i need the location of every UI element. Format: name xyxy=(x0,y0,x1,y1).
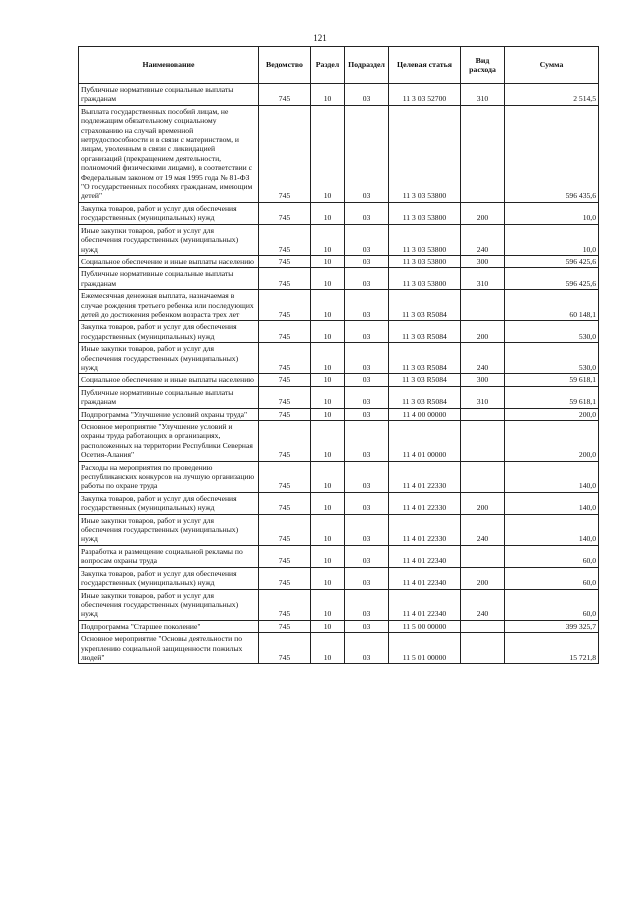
cell-sum: 530,0 xyxy=(505,321,599,343)
table-row xyxy=(79,321,599,343)
cell-cs: 11 3 03 R5084 xyxy=(389,343,461,374)
cell-cs: 11 4 01 00000 xyxy=(389,421,461,462)
cell-sum: 140,0 xyxy=(505,514,599,545)
cell-sum: 60,0 xyxy=(505,545,599,567)
cell-razdel: 10 xyxy=(311,290,345,321)
cell-sum: 10,0 xyxy=(505,224,599,255)
cell-name: Подпрограмма "Старшее поколение" xyxy=(79,620,259,632)
cell-podrazdel: 03 xyxy=(345,461,389,492)
cell-name: Социальное обеспечение и иные выплаты населению xyxy=(79,255,259,267)
cell-vr: 200 xyxy=(461,492,505,514)
cell-sum: 140,0 xyxy=(505,492,599,514)
cell-cs: 11 3 03 53800 xyxy=(389,255,461,267)
cell-podrazdel: 03 xyxy=(345,633,389,664)
cell-vr: 310 xyxy=(461,268,505,290)
cell-name: Подпрограмма "Улучшение условий охраны труда" xyxy=(79,408,259,420)
cell-podrazdel: 03 xyxy=(345,408,389,420)
cell-razdel: 10 xyxy=(311,461,345,492)
cell-podrazdel: 03 xyxy=(345,514,389,545)
table-row xyxy=(79,224,599,255)
cell-ved: 745 xyxy=(259,461,311,492)
table-row xyxy=(79,268,599,290)
cell-name: Публичные нормативные социальные выплаты гражданам xyxy=(79,386,259,408)
table-row xyxy=(79,620,599,632)
cell-sum: 200,0 xyxy=(505,408,599,420)
cell-sum: 60 148,1 xyxy=(505,290,599,321)
cell-podrazdel: 03 xyxy=(345,321,389,343)
cell-vr xyxy=(461,620,505,632)
header-ved: Ведомство xyxy=(259,47,311,84)
cell-podrazdel: 03 xyxy=(345,255,389,267)
cell-podrazdel: 03 xyxy=(345,374,389,386)
cell-ved: 745 xyxy=(259,589,311,620)
header-razdel: Раздел xyxy=(311,47,345,84)
cell-cs: 11 3 03 R5084 xyxy=(389,386,461,408)
cell-name: Выплата государственных пособий лицам, не подлежащим обязательному социальному страхованию на случай временной нетрудоспособности и в связи с материнством, и лицам, уволенным в связи с ликвидацией организаций (прекращением деятельности, полномочий физическими лицами), в соответствии с Федеральным законом от 19 мая 1995 года № 81-ФЗ "О государственных пособиях гражданам, имеющим детей" xyxy=(79,105,259,202)
cell-razdel: 10 xyxy=(311,343,345,374)
cell-razdel: 10 xyxy=(311,224,345,255)
cell-cs: 11 4 01 22330 xyxy=(389,461,461,492)
cell-razdel: 10 xyxy=(311,633,345,664)
cell-name: Основное мероприятие "Улучшение условий и охраны труда работающих в организациях, расположенных на территории Республики Северная Осетия-Алания" xyxy=(79,421,259,462)
cell-name: Основное мероприятие "Основы деятельности по укреплению социальной защищенности пожилых людей" xyxy=(79,633,259,664)
cell-cs: 11 3 03 53800 xyxy=(389,268,461,290)
cell-vr: 310 xyxy=(461,386,505,408)
cell-name: Ежемесячная денежная выплата, назначаемая в случае рождения третьего ребенка или последующих детей до достижения ребенком возраста трех лет xyxy=(79,290,259,321)
cell-podrazdel: 03 xyxy=(345,492,389,514)
cell-vr: 240 xyxy=(461,589,505,620)
cell-name: Иные закупки товаров, работ и услуг для обеспечения государственных (муниципальных) нужд xyxy=(79,224,259,255)
cell-cs: 11 5 01 00000 xyxy=(389,633,461,664)
cell-ved: 745 xyxy=(259,105,311,202)
table-row xyxy=(79,343,599,374)
cell-podrazdel: 03 xyxy=(345,545,389,567)
table-row xyxy=(79,105,599,202)
table-row xyxy=(79,290,599,321)
cell-cs: 11 3 03 53800 xyxy=(389,224,461,255)
cell-cs: 11 3 03 53800 xyxy=(389,105,461,202)
cell-razdel: 10 xyxy=(311,589,345,620)
cell-name: Закупка товаров, работ и услуг для обеспечения государственных (муниципальных) нужд xyxy=(79,321,259,343)
table-body xyxy=(79,84,599,664)
cell-sum: 530,0 xyxy=(505,343,599,374)
cell-razdel: 10 xyxy=(311,105,345,202)
cell-sum: 59 618,1 xyxy=(505,374,599,386)
cell-name: Социальное обеспечение и иные выплаты населению xyxy=(79,374,259,386)
table-row xyxy=(79,421,599,462)
cell-ved: 745 xyxy=(259,633,311,664)
cell-ved: 745 xyxy=(259,290,311,321)
cell-razdel: 10 xyxy=(311,255,345,267)
cell-ved: 745 xyxy=(259,545,311,567)
cell-vr: 200 xyxy=(461,202,505,224)
cell-ved: 745 xyxy=(259,255,311,267)
cell-name: Закупка товаров, работ и услуг для обеспечения государственных (муниципальных) нужд xyxy=(79,202,259,224)
header-name: Наименование xyxy=(79,47,259,84)
cell-name: Расходы на мероприятия по проведению республиканских конкурсов на лучшую организацию работы по охране труда xyxy=(79,461,259,492)
cell-ved: 745 xyxy=(259,84,311,106)
budget-table xyxy=(78,46,599,664)
cell-razdel: 10 xyxy=(311,84,345,106)
cell-cs: 11 3 03 R5084 xyxy=(389,374,461,386)
cell-podrazdel: 03 xyxy=(345,589,389,620)
cell-sum: 10,0 xyxy=(505,202,599,224)
cell-ved: 745 xyxy=(259,224,311,255)
cell-sum: 60,0 xyxy=(505,567,599,589)
cell-podrazdel: 03 xyxy=(345,202,389,224)
cell-razdel: 10 xyxy=(311,202,345,224)
cell-cs: 11 4 01 22340 xyxy=(389,589,461,620)
cell-podrazdel: 03 xyxy=(345,421,389,462)
cell-ved: 745 xyxy=(259,408,311,420)
cell-vr: 300 xyxy=(461,374,505,386)
cell-podrazdel: 03 xyxy=(345,290,389,321)
table-row xyxy=(79,492,599,514)
cell-sum: 2 514,5 xyxy=(505,84,599,106)
cell-name: Иные закупки товаров, работ и услуг для обеспечения государственных (муниципальных) нужд xyxy=(79,589,259,620)
cell-vr: 240 xyxy=(461,224,505,255)
cell-sum: 59 618,1 xyxy=(505,386,599,408)
cell-razdel: 10 xyxy=(311,268,345,290)
cell-ved: 745 xyxy=(259,374,311,386)
table-row xyxy=(79,633,599,664)
cell-razdel: 10 xyxy=(311,492,345,514)
cell-ved: 745 xyxy=(259,343,311,374)
table-row xyxy=(79,461,599,492)
cell-razdel: 10 xyxy=(311,374,345,386)
cell-cs: 11 3 03 R5084 xyxy=(389,290,461,321)
cell-podrazdel: 03 xyxy=(345,84,389,106)
header-podrazdel: Подраздел xyxy=(345,47,389,84)
cell-ved: 745 xyxy=(259,567,311,589)
cell-sum: 140,0 xyxy=(505,461,599,492)
table-row xyxy=(79,514,599,545)
table-row xyxy=(79,408,599,420)
cell-podrazdel: 03 xyxy=(345,567,389,589)
cell-ved: 745 xyxy=(259,202,311,224)
cell-name: Публичные нормативные социальные выплаты гражданам xyxy=(79,84,259,106)
cell-vr: 240 xyxy=(461,343,505,374)
cell-razdel: 10 xyxy=(311,321,345,343)
cell-vr xyxy=(461,105,505,202)
cell-vr xyxy=(461,421,505,462)
cell-name: Иные закупки товаров, работ и услуг для обеспечения государственных (муниципальных) нужд xyxy=(79,343,259,374)
table-header-row xyxy=(79,47,599,84)
cell-sum: 596 425,6 xyxy=(505,268,599,290)
table-row xyxy=(79,84,599,106)
cell-razdel: 10 xyxy=(311,620,345,632)
cell-vr: 300 xyxy=(461,255,505,267)
cell-razdel: 10 xyxy=(311,386,345,408)
cell-cs: 11 3 03 52700 xyxy=(389,84,461,106)
table-row xyxy=(79,386,599,408)
cell-sum: 596 435,6 xyxy=(505,105,599,202)
cell-sum: 60,0 xyxy=(505,589,599,620)
cell-cs: 11 4 01 22340 xyxy=(389,545,461,567)
cell-vr: 310 xyxy=(461,84,505,106)
cell-name: Закупка товаров, работ и услуг для обеспечения государственных (муниципальных) нужд xyxy=(79,492,259,514)
cell-ved: 745 xyxy=(259,492,311,514)
cell-sum: 596 425,6 xyxy=(505,255,599,267)
cell-razdel: 10 xyxy=(311,514,345,545)
cell-ved: 745 xyxy=(259,321,311,343)
cell-podrazdel: 03 xyxy=(345,343,389,374)
cell-podrazdel: 03 xyxy=(345,268,389,290)
cell-vr: 200 xyxy=(461,321,505,343)
cell-ved: 745 xyxy=(259,268,311,290)
header-cs: Целевая статья xyxy=(389,47,461,84)
cell-vr xyxy=(461,290,505,321)
cell-ved: 745 xyxy=(259,421,311,462)
cell-cs: 11 5 00 00000 xyxy=(389,620,461,632)
cell-razdel: 10 xyxy=(311,421,345,462)
cell-cs: 11 3 03 53800 xyxy=(389,202,461,224)
cell-podrazdel: 03 xyxy=(345,224,389,255)
cell-cs: 11 3 03 R5084 xyxy=(389,321,461,343)
cell-ved: 745 xyxy=(259,514,311,545)
header-vr: Вид расхода xyxy=(461,47,505,84)
table-row xyxy=(79,589,599,620)
cell-vr: 240 xyxy=(461,514,505,545)
cell-sum: 399 325,7 xyxy=(505,620,599,632)
table-row xyxy=(79,374,599,386)
table-row xyxy=(79,567,599,589)
cell-razdel: 10 xyxy=(311,567,345,589)
cell-name: Разработка и размещение социальной рекламы по вопросам охраны труда xyxy=(79,545,259,567)
cell-sum: 15 721,8 xyxy=(505,633,599,664)
cell-razdel: 10 xyxy=(311,545,345,567)
cell-name: Публичные нормативные социальные выплаты гражданам xyxy=(79,268,259,290)
cell-vr xyxy=(461,408,505,420)
cell-vr: 200 xyxy=(461,567,505,589)
cell-podrazdel: 03 xyxy=(345,620,389,632)
cell-ved: 745 xyxy=(259,620,311,632)
cell-name: Иные закупки товаров, работ и услуг для обеспечения государственных (муниципальных) нужд xyxy=(79,514,259,545)
table-row xyxy=(79,202,599,224)
cell-vr xyxy=(461,633,505,664)
cell-podrazdel: 03 xyxy=(345,105,389,202)
cell-name: Закупка товаров, работ и услуг для обеспечения государственных (муниципальных) нужд xyxy=(79,567,259,589)
header-sum: Сумма xyxy=(505,47,599,84)
cell-podrazdel: 03 xyxy=(345,386,389,408)
cell-cs: 11 4 00 00000 xyxy=(389,408,461,420)
cell-ved: 745 xyxy=(259,386,311,408)
cell-sum: 200,0 xyxy=(505,421,599,462)
table-row xyxy=(79,545,599,567)
cell-cs: 11 4 01 22340 xyxy=(389,567,461,589)
table-row xyxy=(79,255,599,267)
cell-cs: 11 4 01 22330 xyxy=(389,514,461,545)
cell-cs: 11 4 01 22330 xyxy=(389,492,461,514)
page-number: 121 xyxy=(313,33,327,43)
cell-vr xyxy=(461,545,505,567)
cell-razdel: 10 xyxy=(311,408,345,420)
cell-vr xyxy=(461,461,505,492)
